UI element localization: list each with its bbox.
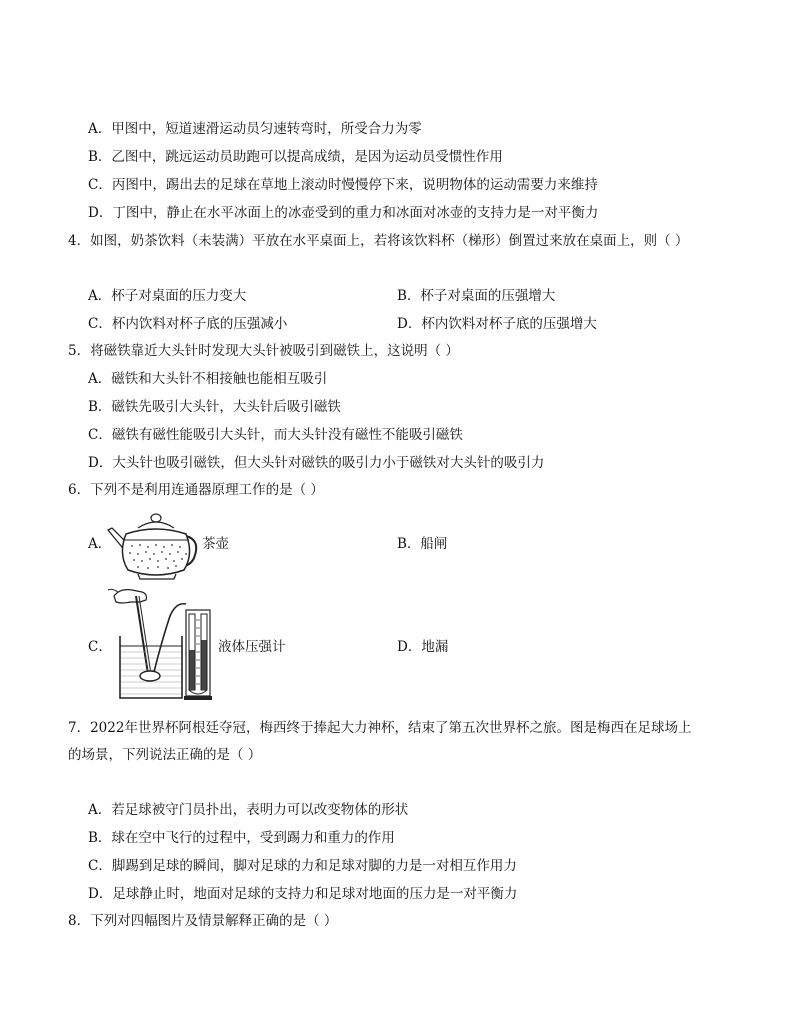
q7-option-d: D．足球静止时，地面对足球的支持力和足球对地面的压力是一对平衡力	[88, 886, 518, 902]
q6-option-c-caption: 液体压强计	[218, 639, 286, 655]
q4-option-c: C．杯内饮料对杯子底的压强减小	[88, 316, 288, 332]
liquid-pressure-gauge-illustration	[106, 580, 214, 702]
q7-option-c: C．脚踢到足球的瞬间，脚对足球的力和足球对脚的力是一对相互作用力	[88, 858, 517, 874]
q7-option-b: B．球在空中飞行的过程中，受到踢力和重力的作用	[88, 830, 395, 846]
q4-option-d: D．杯内饮料对杯子底的压强增大	[397, 316, 597, 332]
q3-option-b: B．乙图中，跳远运动员助跑可以提高成绩，是因为运动员受惯性作用	[88, 149, 503, 165]
q6-option-a-letter: A．	[88, 536, 112, 552]
q4-option-a: A．杯子对桌面的压力变大	[88, 288, 247, 304]
q6-option-d: D．地漏	[397, 639, 449, 655]
q6-option-b: B．船闸	[397, 536, 448, 552]
q6-option-a-caption: 茶壶	[202, 536, 229, 552]
q3-option-d: D．丁图中，静止在水平冰面上的冰壶受到的重力和冰面对冰壶的支持力是一对平衡力	[88, 205, 599, 221]
q8-stem: 8．下列对四幅图片及情景解释正确的是（ ）	[68, 913, 338, 929]
q5-option-d: D．大头针也吸引磁铁，但大头针对磁铁的吸引力小于磁铁对大头针的吸引力	[88, 455, 545, 471]
q7-option-a: A．若足球被守门员扑出，表明力可以改变物体的形状	[88, 802, 409, 818]
q5-stem: 5．将磁铁靠近大头针时发现大头针被吸引到磁铁上，这说明（ ）	[68, 343, 459, 359]
q5-option-a: A．磁铁和大头针不相接触也能相互吸引	[88, 371, 328, 387]
q5-option-b: B．磁铁先吸引大头针，大头针后吸引磁铁	[88, 399, 341, 415]
q7-stem-line1: 7．2022年世界杯阿根廷夺冠，梅西终于捧起大力神杯，结束了第五次世界杯之旅。图是梅西在足球场上	[68, 720, 692, 736]
teapot-illustration	[104, 510, 202, 580]
q4-stem: 4．如图，奶茶饮料（未装满）平放在水平桌面上，若将该饮料杯（梯形）倒置过来放在桌面上，则（ ）	[68, 233, 689, 249]
q7-stem-line2: 的场景，下列说法正确的是（ ）	[68, 747, 262, 763]
q5-option-c: C．磁铁有磁性能吸引大头针，而大头针没有磁性不能吸引磁铁	[88, 427, 463, 443]
q6-option-c-letter: C．	[88, 639, 112, 655]
q6-stem: 6．下列不是利用连通器原理工作的是（ ）	[68, 482, 324, 498]
q3-option-c: C．丙图中，踢出去的足球在草地上滚动时慢慢停下来，说明物体的运动需要力来维持	[88, 177, 598, 193]
q4-option-b: B．杯子对桌面的压强增大	[397, 288, 556, 304]
q3-option-a: A．甲图中，短道速滑运动员匀速转弯时，所受合力为零	[88, 121, 422, 137]
